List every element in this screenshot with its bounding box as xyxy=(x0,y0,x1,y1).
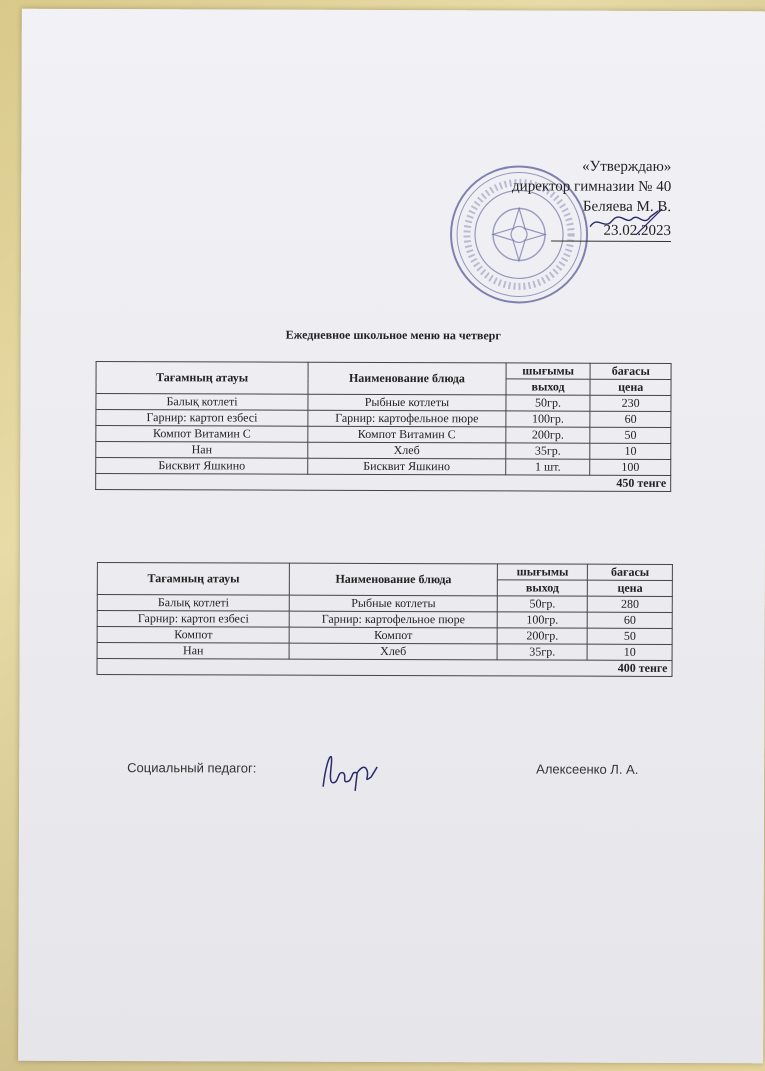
table-row xyxy=(97,626,672,644)
cell-kz: Балық котлеті xyxy=(97,594,289,611)
cell-kz: Нан xyxy=(96,441,308,458)
table-row xyxy=(96,457,671,475)
cell-price: 60 xyxy=(590,411,671,427)
cell-ru: Рыбные котлеты xyxy=(308,394,506,411)
cell-price: 100 xyxy=(590,459,671,475)
cell-price: 10 xyxy=(588,644,673,660)
table-row xyxy=(97,610,672,628)
menu-table-2 xyxy=(97,562,673,677)
total-value: 400 тенге xyxy=(97,658,672,676)
cell-kz: Балық котлеті xyxy=(96,393,308,410)
cell-kz: Нан xyxy=(97,642,289,659)
cell-ru: Хлеб xyxy=(308,442,506,459)
table-1-body xyxy=(96,393,671,491)
signatory-role: Социальный педагог: xyxy=(127,760,257,776)
col-header-output-ru: выход xyxy=(497,580,588,596)
col-header-ru: Наименование блюда xyxy=(290,563,498,596)
approval-position: директор гимназии № 40 xyxy=(512,178,672,195)
col-header-kz: Тағамның атауы xyxy=(97,562,289,595)
total-row xyxy=(96,473,671,491)
cell-kz: Компот xyxy=(97,626,289,643)
cell-kz: Гарнир: картоп езбесі xyxy=(96,409,308,426)
table-row xyxy=(97,594,672,612)
cell-ru: Компот Витамин С xyxy=(308,426,506,443)
pedagogue-signature xyxy=(317,747,381,797)
table-2-body xyxy=(97,594,672,676)
total-value: 450 тенге xyxy=(96,473,671,491)
cell-output: 200гр. xyxy=(497,628,588,644)
director-signature xyxy=(586,205,666,241)
col-header-price-kz: бағасы xyxy=(588,564,673,580)
cell-ru: Рыбные котлеты xyxy=(290,595,498,612)
page-title: Ежедневное школьное меню на четверг xyxy=(285,327,501,343)
menu-table-1 xyxy=(95,361,671,492)
col-header-price-ru: цена xyxy=(590,379,671,395)
col-header-price-ru: цена xyxy=(588,580,673,596)
table-row xyxy=(96,425,671,443)
cell-ru: Компот xyxy=(290,627,498,644)
cell-kz: Гарнир: картоп езбесі xyxy=(97,610,289,627)
cell-output: 100гр. xyxy=(497,612,588,628)
approval-date: 23.02.2023 xyxy=(551,217,671,242)
cell-ru: Бисквит Яшкино xyxy=(308,458,506,475)
table-row xyxy=(97,642,672,660)
cell-ru: Гарнир: картофельное пюре xyxy=(308,410,506,427)
cell-output: 100гр. xyxy=(506,411,591,427)
cell-price: 50 xyxy=(588,628,673,644)
total-row xyxy=(97,658,672,676)
cell-output: 50гр. xyxy=(497,596,588,612)
cell-output: 35гр. xyxy=(505,443,590,459)
cell-price: 230 xyxy=(590,395,671,411)
col-header-output-kz: шығымы xyxy=(497,564,588,580)
col-header-output-kz: шығымы xyxy=(506,363,591,379)
cell-ru: Хлеб xyxy=(289,643,497,660)
table-row xyxy=(96,409,671,427)
col-header-kz: Тағамның атауы xyxy=(96,361,308,394)
cell-output: 50гр. xyxy=(506,395,591,411)
approval-heading: «Утверждаю» xyxy=(582,158,672,175)
cell-price: 50 xyxy=(590,427,671,443)
document-page xyxy=(18,9,765,1064)
signatory-name: Алексеенко Л. А. xyxy=(536,761,639,777)
approval-person: Беляева М. В. xyxy=(582,198,672,215)
cell-price: 60 xyxy=(588,612,673,628)
cell-output: 1 шт. xyxy=(505,459,590,475)
cell-kz: Компот Витамин С xyxy=(96,425,308,442)
cell-output: 35гр. xyxy=(497,644,588,660)
col-header-price-kz: бағасы xyxy=(590,363,671,379)
cell-price: 10 xyxy=(590,443,671,459)
cell-kz: Бисквит Яшкино xyxy=(96,457,308,474)
col-header-output-ru: выход xyxy=(506,379,591,395)
col-header-ru: Наименование блюда xyxy=(308,362,506,395)
cell-ru: Гарнир: картофельное пюре xyxy=(290,611,498,628)
cell-price: 280 xyxy=(588,596,673,612)
cell-output: 200гр. xyxy=(506,427,591,443)
table-row xyxy=(96,393,671,411)
